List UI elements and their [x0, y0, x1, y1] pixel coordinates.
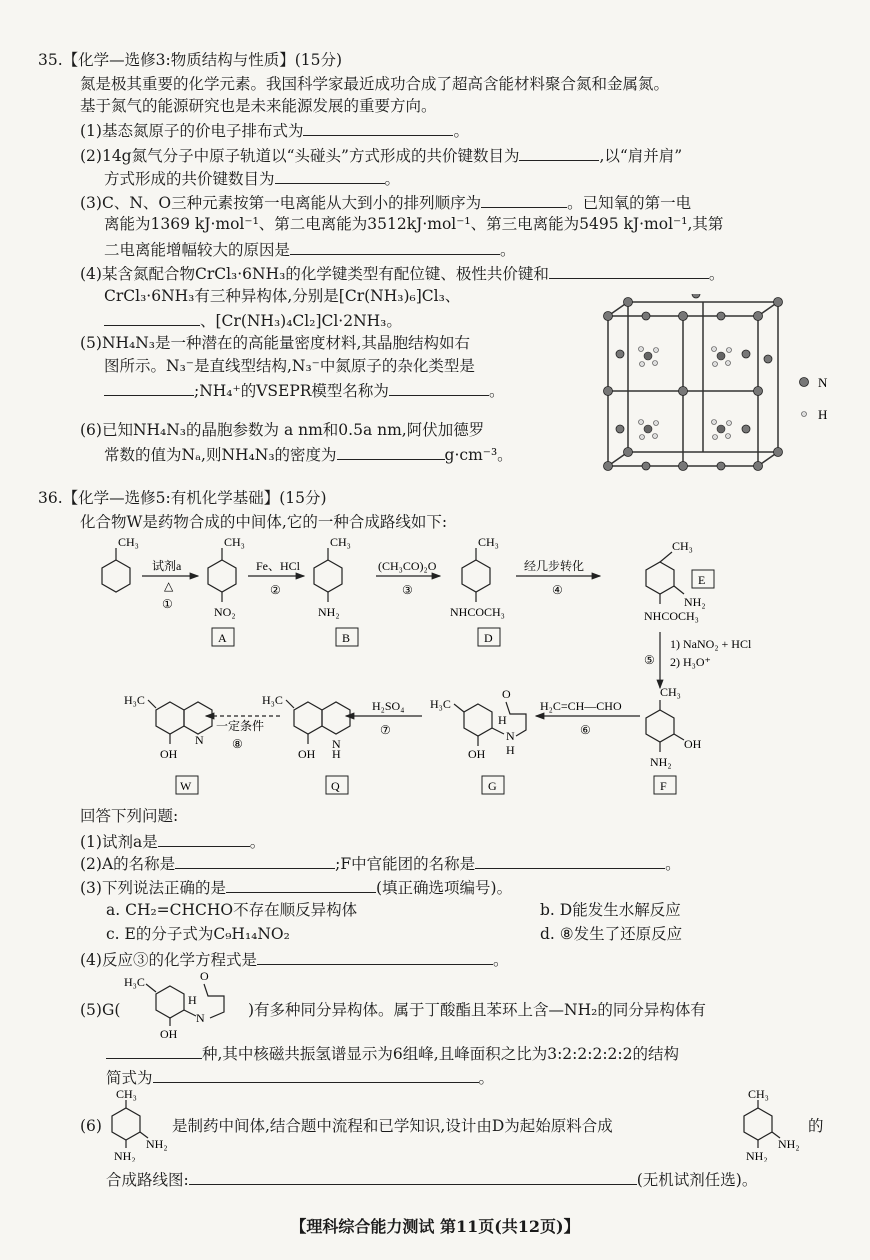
crystal-cell-figure	[586, 294, 846, 494]
q35-part4-cont2: 、[Cr(NH₃)₄Cl₂]Cl·2NH₃。	[104, 309, 402, 331]
answer-blank[interactable]	[104, 379, 194, 396]
answer-blank[interactable]	[290, 238, 500, 255]
svg-text:NH₂: NH₂	[146, 1137, 168, 1151]
svg-text:NH₂: NH₂	[684, 595, 706, 609]
svg-text:NH₂: NH₂	[746, 1149, 768, 1162]
answer-blank[interactable]	[226, 876, 376, 893]
svg-text:CH₃: CH₃	[116, 1087, 137, 1101]
q35-part1: (1)基态氮原子的价电子排布式为 。	[80, 119, 469, 141]
compound-g-structure	[430, 687, 526, 761]
svg-text:⑦: ⑦	[380, 723, 391, 737]
label-w: W	[180, 779, 192, 793]
label-q: Q	[331, 779, 340, 793]
svg-text:NHCOCH₃: NHCOCH₃	[450, 605, 505, 619]
svg-text:一定条件: 一定条件	[216, 719, 265, 733]
compound-d-structure	[450, 535, 505, 619]
svg-text:H: H	[188, 993, 197, 1007]
svg-text:CH₃: CH₃	[330, 535, 351, 549]
svg-text:⑥: ⑥	[580, 723, 591, 737]
q35-part5-cont2: ;NH₄⁺的VSEPR模型名称为 。	[104, 379, 504, 401]
svg-text:CH₃: CH₃	[118, 535, 139, 549]
q35-intro-line2: 基于氮气的能源研究也是未来能源发展的重要方向。	[80, 97, 437, 115]
svg-text:NHCOCH₃: NHCOCH₃	[644, 609, 699, 623]
svg-text:OH: OH	[160, 747, 178, 761]
svg-text:CH₃: CH₃	[660, 685, 681, 699]
q35-part3-cont1: 离能为1369 kJ·mol⁻¹、第二电离能为3512kJ·mol⁻¹、第三电离能为5495 kJ·mol⁻¹,其第	[104, 215, 724, 233]
svg-text:③: ③	[402, 583, 413, 597]
synthesis-scheme	[80, 532, 840, 802]
compound-e-structure	[644, 539, 706, 623]
hydrogen-legend-icon	[802, 412, 807, 417]
q35-part4-cont1: CrCl₃·6NH₃有三种异构体,分别是[Cr(NH₃)₆]Cl₃、	[104, 287, 461, 305]
answer-blank[interactable]	[303, 119, 453, 136]
q35-part6: (6)已知NH₄N₃的晶胞参数为 a nm和0.5a nm,阿伏加德罗	[80, 421, 485, 439]
q35-part2: (2)14g氮气分子中原子轨道以“头碰头”方式形成的共价键数目为 ,以“肩并肩”	[80, 144, 682, 166]
q35-part5-cont1: 图所示。N₃⁻是直线型结构,N₃⁻中氮原子的杂化类型是	[104, 357, 475, 375]
svg-text:H: H	[506, 743, 515, 757]
svg-text:CH₃: CH₃	[478, 535, 499, 549]
answer-blank[interactable]	[257, 948, 493, 965]
legend-n: N	[818, 375, 828, 390]
target-diamine-structure-2	[736, 1086, 806, 1162]
svg-text:⑧: ⑧	[232, 737, 243, 751]
svg-text:N: N	[196, 1011, 205, 1025]
q35-part3-cont2: 二电离能增幅较大的原因是 。	[104, 238, 516, 260]
answer-blank[interactable]	[337, 443, 445, 460]
svg-text:N: N	[195, 733, 204, 747]
compound-g-inline-structure	[116, 966, 246, 1042]
svg-text:(CH₃CO)₂O: (CH₃CO)₂O	[378, 559, 437, 573]
answer-blank[interactable]	[158, 830, 250, 847]
q36-part2: (2)A的名称是 ;F中官能团的名称是 。	[80, 852, 681, 874]
svg-text:NH₂: NH₂	[318, 605, 340, 619]
toluene-structure	[102, 535, 139, 592]
nitrogen-legend-icon	[800, 378, 809, 387]
svg-text:H₃C: H₃C	[124, 975, 145, 989]
q36-part4: (4)反应③的化学方程式是 。	[80, 948, 508, 970]
q36-answer-prompt: 回答下列问题:	[80, 807, 179, 825]
svg-text:H₃C: H₃C	[124, 693, 145, 707]
compound-w-structure	[124, 693, 212, 761]
q36-option-d: d. ⑧发生了还原反应	[540, 925, 683, 943]
answer-blank[interactable]	[175, 852, 335, 869]
svg-text:试剂a: 试剂a	[152, 559, 182, 573]
q35-part6-cont: 常数的值为Nₐ,则NH₄N₃的密度为 g·cm⁻³。	[104, 443, 513, 465]
q36-header: 36.【化学—选修5:有机化学基础】(15分)	[38, 489, 327, 507]
svg-text:N: N	[506, 729, 515, 743]
svg-text:⑤: ⑤	[644, 653, 655, 667]
answer-blank[interactable]	[189, 1168, 637, 1185]
svg-text:OH: OH	[468, 747, 486, 761]
answer-blank[interactable]	[519, 144, 599, 161]
answer-blank[interactable]	[275, 167, 385, 184]
svg-text:△: △	[164, 579, 174, 593]
svg-text:O: O	[502, 687, 511, 701]
svg-text:CH₃: CH₃	[224, 535, 245, 549]
compound-b-structure	[314, 535, 351, 619]
svg-text:H₂C=CH—CHO: H₂C=CH—CHO	[540, 699, 622, 713]
q36-intro: 化合物W是药物合成的中间体,它的一种合成路线如下:	[80, 513, 448, 531]
q36-part5-cont1: 种,其中核磁共振氢谱显示为6组峰,且峰面积之比为3:2:2:2:2:2的结构	[106, 1042, 679, 1064]
label-e: E	[698, 573, 706, 587]
target-diamine-structure	[104, 1086, 174, 1162]
q35-part4: (4)某含氮配合物CrCl₃·6NH₃的化学键类型有配位键、极性共价键和 。	[80, 262, 724, 284]
answer-blank[interactable]	[153, 1066, 479, 1083]
label-d: D	[484, 631, 493, 645]
q36-part6-start: (6)	[80, 1117, 102, 1135]
svg-text:NH₂: NH₂	[778, 1137, 800, 1151]
svg-text:CH₃: CH₃	[748, 1087, 769, 1101]
q36-option-a: a. CH₂=CHCHO不存在顺反异构体	[106, 901, 358, 919]
compound-q-structure	[262, 693, 350, 761]
q36-part1: (1)试剂a是 。	[80, 830, 265, 852]
legend-h: H	[818, 407, 828, 422]
answer-blank[interactable]	[475, 852, 665, 869]
compound-a-structure	[208, 535, 245, 619]
q36-part5-start: (5)G(	[80, 1001, 121, 1019]
q35-part3: (3)C、N、O三种元素按第一电离能从大到小的排列顺序为 。已知氧的第一电	[80, 191, 691, 213]
svg-text:H₃C: H₃C	[262, 693, 283, 707]
label-a: A	[218, 631, 227, 645]
svg-text:OH: OH	[160, 1027, 178, 1041]
compound-f-structure	[646, 685, 702, 769]
svg-text:①: ①	[162, 597, 173, 611]
svg-text:NO₂: NO₂	[214, 605, 236, 619]
answer-blank[interactable]	[481, 191, 567, 208]
svg-text:④: ④	[552, 583, 563, 597]
answer-blank[interactable]	[549, 262, 709, 279]
answer-blank[interactable]	[104, 309, 200, 326]
svg-text:OH: OH	[684, 737, 702, 751]
svg-text:Fe、HCl: Fe、HCl	[256, 559, 301, 573]
q35-header: 35.【化学—选修3:物质结构与性质】(15分)	[38, 51, 343, 69]
svg-text:NH₂: NH₂	[650, 755, 672, 769]
label-b: B	[342, 631, 351, 645]
q36-option-c: c. E的分子式为C₉H₁₄NO₂	[106, 925, 290, 943]
svg-text:NH₂: NH₂	[114, 1149, 136, 1162]
q36-part5-cont2: 简式为 。	[106, 1066, 494, 1088]
q35-part2-cont: 方式形成的共价键数目为 。	[104, 167, 400, 189]
q35-part5: (5)NH₄N₃是一种潜在的高能量密度材料,其晶胞结构如右	[80, 334, 470, 352]
answer-blank[interactable]	[106, 1042, 202, 1059]
svg-text:OH: OH	[298, 747, 316, 761]
answer-blank[interactable]	[389, 379, 489, 396]
svg-text:H₃C: H₃C	[430, 697, 451, 711]
label-g: G	[488, 779, 497, 793]
q36-part6: 是制药中间体,结合题中流程和已学知识,设计由D为起始原料合成	[172, 1117, 613, 1135]
q36-part6-end: 的	[808, 1117, 824, 1135]
page-footer: 【理科综合能力测试 第11页(共12页)】	[290, 1217, 580, 1236]
svg-text:H: H	[332, 747, 341, 761]
svg-text:H: H	[498, 713, 507, 727]
svg-text:1) NaNO₂ + HCl: 1) NaNO₂ + HCl	[670, 637, 752, 651]
q36-part6-cont: 合成路线图: (无机试剂任选)。	[106, 1168, 757, 1190]
svg-text:经几步转化: 经几步转化	[524, 559, 585, 573]
q36-part5: )有多种同分异构体。属于丁酸酯且苯环上含—NH₂的同分异构体有	[248, 1001, 706, 1019]
svg-text:CH₃: CH₃	[672, 539, 693, 553]
svg-text:H₂SO₄: H₂SO₄	[372, 699, 405, 713]
svg-text:O: O	[200, 969, 209, 983]
svg-text:2) H₃O⁺: 2) H₃O⁺	[670, 655, 711, 669]
q36-part3: (3)下列说法正确的是 (填正确选项编号)。	[80, 876, 512, 898]
svg-text:N: N	[332, 737, 341, 751]
q36-option-b: b. D能发生水解反应	[540, 901, 681, 919]
label-f: F	[660, 779, 667, 793]
svg-text:②: ②	[270, 583, 281, 597]
q35-intro-line1: 氮是极其重要的化学元素。我国科学家最近成功合成了超高含能材料聚合氮和金属氮。	[80, 75, 670, 93]
